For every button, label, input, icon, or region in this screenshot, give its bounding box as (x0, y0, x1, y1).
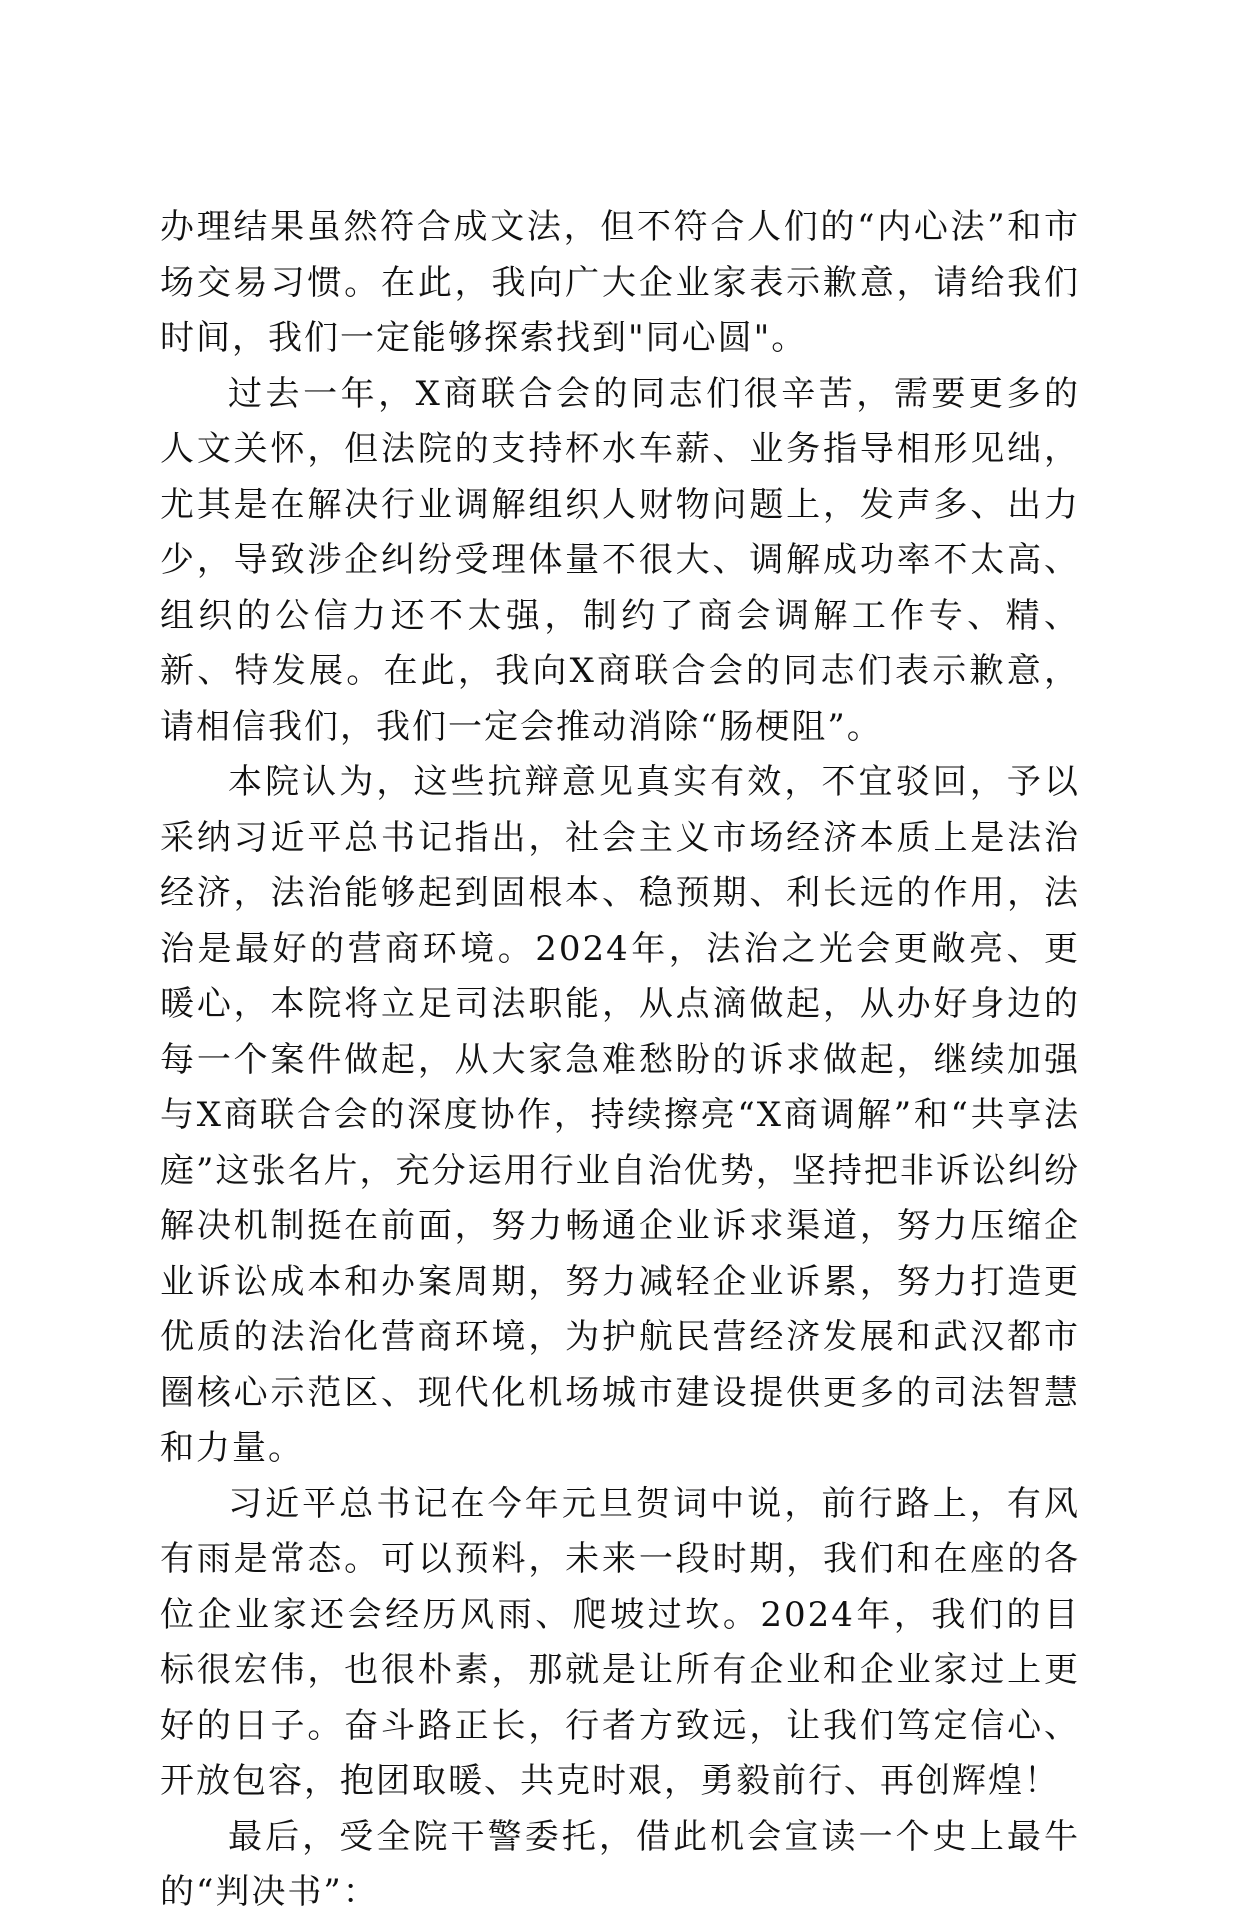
document-page (160, 200, 1080, 1921)
paragraph-3: 本院认为，这些抗辩意见真实有效，不宜驳回，予以采纳习近平总书记指出，社会主义市场经济本质上是法治经济，法治能够起到固根本、稳预期、利长远的作用，法治是最好的营商环境。2024年，法治之光会更敞亮、更暖心，本院将立足司法职能，从点滴做起，从办好身边的每一个案件做起，从大家急难愁盼的诉求做起，继续加强与X商联合会的深度协作，持续擦亮“X商调解”和“共享法庭”这张名片，充分运用行业自治优势，坚持把非诉讼纠纷解决机制挺在前面，努力畅通企业诉求渠道，努力压缩企业诉讼成本和办案周期，努力减轻企业诉累，努力打造更优质的法治化营商环境，为护航民营经济发展和武汉都市圈核心示范区、现代化机场城市建设提供更多的司法智慧和力量。 (160, 762, 1080, 1468)
paragraph-4: 习近平总书记在今年元旦贺词中说，前行路上，有风有雨是常态。可以预料，未来一段时期，我们和在座的各位企业家还会经历风雨、爬坡过坎。2024年，我们的目标很宏伟，也很朴素，那就是让所有企业和企业家过上更好的日子。奋斗路正长，行者方致远，让我们笃定信心、开放包容，抱团取暖、共克时艰，勇毅前行、再创辉煌！ (160, 1483, 1080, 1801)
paragraph-1: 办理结果虽然符合成文法，但不符合人们的“内心法”和市场交易习惯。在此，我向广大企业家表示歉意，请给我们时间，我们一定能够探索找到"同心圆"。 (160, 207, 1080, 358)
paragraph-2: 过去一年，X商联合会的同志们很辛苦，需要更多的人文关怀，但法院的支持杯水车薪、业务指导相形见绌，尤其是在解决行业调解组织人财物问题上，发声多、出力少，导致涉企纠纷受理体量不很大、调解成功率不太高、组织的公信力还不太强，制约了商会调解工作专、精、新、特发展。在此，我向X商联合会的同志们表示歉意，请相信我们，我们一定会推动消除“肠梗阻”。 (160, 373, 1080, 747)
paragraph-5: 最后，受全院干警委托，借此机会宣读一个史上最牛的“判决书”： (160, 1816, 1080, 1912)
